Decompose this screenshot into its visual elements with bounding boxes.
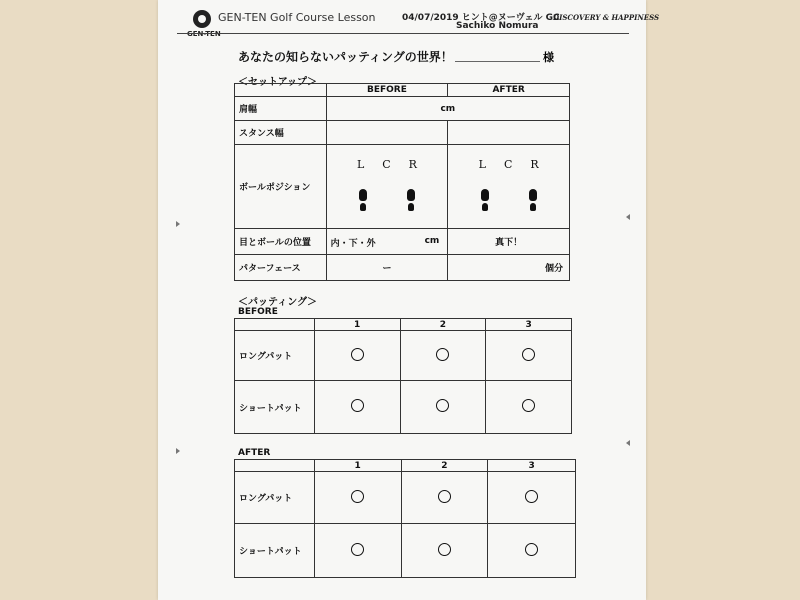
attempt-col-1: 1 [314, 319, 400, 331]
left-foot-icon [481, 189, 489, 201]
row-label-shoulder: 肩幅 [235, 97, 327, 121]
setup-header-blank [235, 84, 327, 97]
lcr-l: L [356, 158, 365, 171]
putting-before-table [234, 318, 572, 434]
result-cell[interactable] [400, 331, 486, 381]
row-label-short-putt: ショートパット [235, 524, 315, 578]
course-title: GEN-TEN Golf Course Lesson [218, 11, 376, 24]
lcr-c: C [503, 158, 513, 171]
worksheet-title: あなたの知らないパッティングの世界！ [238, 50, 453, 64]
eye-options: 内・下・外 [330, 239, 376, 249]
result-cell[interactable] [314, 331, 400, 381]
result-cell[interactable] [314, 381, 400, 434]
row-label-long-putt: ロングパット [235, 331, 315, 381]
circle-mark-icon [525, 543, 538, 556]
circle-mark-icon [351, 348, 364, 361]
result-cell[interactable] [486, 331, 572, 381]
row-label-long-putt: ロングパット [235, 472, 315, 524]
circle-mark-icon [438, 543, 451, 556]
result-cell[interactable] [401, 472, 488, 524]
circle-mark-icon [522, 399, 535, 412]
lcr-l: L [478, 158, 486, 171]
margin-marker [626, 214, 630, 220]
brand-logo: DISCOVERY & HAPPINESS [553, 13, 660, 22]
stance-after-field[interactable] [448, 121, 570, 145]
row-label-short-putt: ショートパット [235, 381, 315, 434]
circle-mark-icon [522, 348, 535, 361]
attempt-col-2: 2 [400, 319, 486, 331]
result-cell[interactable] [314, 524, 401, 578]
gen-ten-logo-icon [193, 10, 211, 28]
lcr-r: R [530, 158, 539, 171]
row-label-putter-face: パターフェース [235, 255, 327, 281]
margin-marker [176, 221, 180, 227]
result-cell[interactable] [486, 381, 572, 434]
putter-face-after[interactable] [448, 255, 570, 281]
circle-mark-icon [351, 490, 364, 503]
attempt-col-3: 3 [486, 319, 572, 331]
eye-ball-after-value: 真下！ [448, 229, 570, 255]
setup-col-before: BEFORE [326, 84, 448, 97]
logo-text: GEN-TEN [187, 30, 221, 38]
result-cell[interactable] [488, 472, 576, 524]
circle-mark-icon [438, 490, 451, 503]
ball-position-before[interactable] [326, 145, 448, 229]
row-label-stance: スタンス幅 [235, 121, 327, 145]
after-label: AFTER [238, 448, 271, 458]
lcr-r: R [408, 158, 417, 171]
setup-heading: ＜セットアップ＞ [238, 77, 317, 88]
lesson-date-place: 04/07/2019 ヒント@ヌーヴェル GC [402, 13, 560, 23]
face-after-unit: 個分 [544, 264, 563, 274]
left-foot-icon [359, 189, 367, 201]
right-foot-icon [407, 189, 415, 201]
attempt-col-1: 1 [314, 460, 401, 472]
circle-mark-icon [436, 399, 449, 412]
name-field[interactable] [455, 61, 540, 62]
circle-mark-icon [436, 348, 449, 361]
result-cell[interactable] [400, 381, 486, 434]
putter-face-before: ー [326, 255, 448, 281]
result-cell[interactable] [401, 524, 488, 578]
row-label-ball-position: ボールポジション [235, 145, 327, 229]
setup-table [234, 83, 570, 281]
header-divider [177, 33, 629, 34]
putting-header-blank [235, 319, 315, 331]
circle-mark-icon [351, 543, 364, 556]
margin-marker [626, 440, 630, 446]
ball-position-after[interactable] [448, 145, 570, 229]
putting-after-table [234, 459, 576, 578]
putting-heading: ＜パッティング＞ [238, 297, 317, 308]
circle-mark-icon [525, 490, 538, 503]
stance-before-field[interactable] [326, 121, 448, 145]
shoulder-width-field[interactable] [326, 97, 569, 121]
honorific: 様 [543, 51, 554, 64]
margin-marker [176, 448, 180, 454]
circle-mark-icon [351, 399, 364, 412]
attempt-col-3: 3 [488, 460, 576, 472]
right-foot-icon [529, 189, 537, 201]
eye-unit: cm [424, 236, 440, 246]
instructor-name: Sachiko Nomura [456, 21, 539, 31]
lcr-c: C [382, 158, 391, 171]
result-cell[interactable] [488, 524, 576, 578]
putting-header-blank [235, 460, 315, 472]
before-label: BEFORE [238, 307, 278, 317]
row-label-eye-ball: 目とボールの位置 [235, 229, 327, 255]
eye-ball-before-field[interactable] [326, 229, 448, 255]
shoulder-unit: cm [440, 103, 456, 114]
result-cell[interactable] [314, 472, 401, 524]
attempt-col-2: 2 [401, 460, 488, 472]
setup-col-after: AFTER [448, 84, 570, 97]
